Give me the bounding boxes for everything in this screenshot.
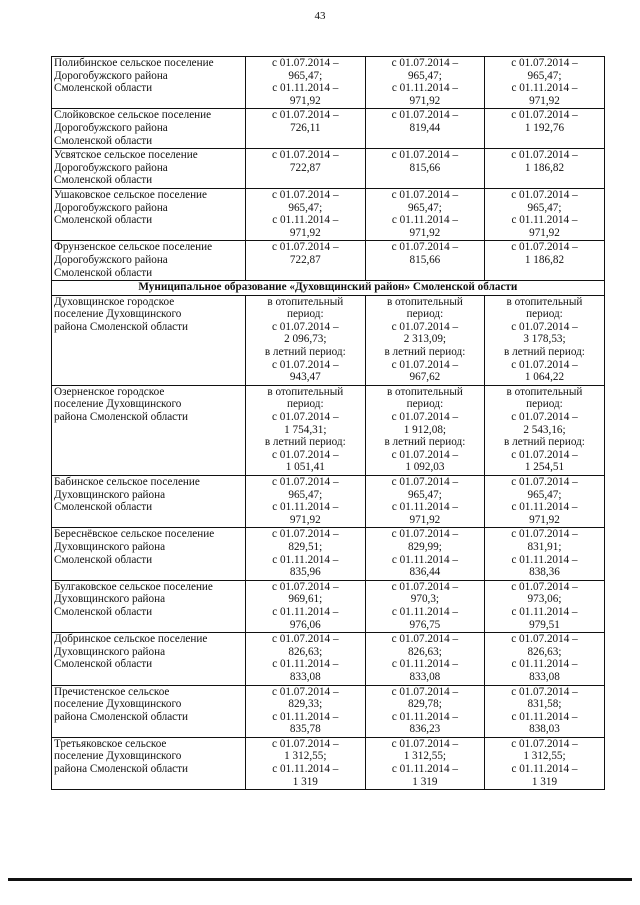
tariff-line: 965,47; xyxy=(527,69,562,82)
table-row xyxy=(52,528,605,580)
tariff-line: в отопительный xyxy=(506,385,583,398)
settlement-name-line: Добринское сельское поселение xyxy=(54,633,208,646)
settlement-name-cell xyxy=(52,188,246,240)
table-row xyxy=(52,295,605,385)
tariff-line: с 01.11.2014 – xyxy=(511,710,578,723)
tariff-line: с 01.07.2014 – xyxy=(272,633,339,646)
tariff-line: с 01.07.2014 – xyxy=(511,241,578,254)
tariff-line: с 01.07.2014 – xyxy=(391,580,459,593)
tariff-cell-1 xyxy=(246,633,366,685)
tariff-line: с 01.11.2014 – xyxy=(272,658,339,671)
tariff-cell-2 xyxy=(365,241,485,281)
tariff-line: в летний период: xyxy=(504,346,585,359)
tariff-line: 833,08 xyxy=(529,670,560,683)
tariff-line: 971,92 xyxy=(409,513,441,526)
tariff-line: 826,63; xyxy=(527,645,562,658)
tariff-line: с 01.11.2014 – xyxy=(272,501,339,514)
tariff-line: с 01.07.2014 – xyxy=(511,448,578,461)
settlement-name-line: поселение Духовщинского xyxy=(54,398,182,411)
tariff-line: 965,47; xyxy=(527,488,562,501)
tariff-line: 3 178,53; xyxy=(523,333,566,346)
tariff-line: 971,92 xyxy=(529,226,560,239)
tariff-line: с 01.07.2014 – xyxy=(272,188,339,201)
tariff-line: 1 312,55; xyxy=(403,750,447,763)
tariff-line: 965,47; xyxy=(288,201,323,214)
tariff-cell-1 xyxy=(246,385,366,475)
settlement-name-line: Духовщинское городское xyxy=(54,295,175,308)
tariff-line: 835,78 xyxy=(289,723,321,736)
tariff-line: 2 543,16; xyxy=(523,423,566,436)
tariff-line: с 01.11.2014 – xyxy=(511,658,578,671)
tariff-line: с 01.11.2014 – xyxy=(272,214,339,227)
tariff-cell-3 xyxy=(485,685,605,737)
tariff-line: с 01.07.2014 – xyxy=(391,528,459,541)
settlement-name-line: Фрунзенское сельское поселение xyxy=(54,241,213,254)
tariff-line: с 01.07.2014 – xyxy=(391,57,459,69)
tariff-cell-1 xyxy=(246,737,366,789)
tariff-line: с 01.07.2014 – xyxy=(272,241,339,254)
tariff-line: 2 096,73; xyxy=(284,333,327,346)
tariff-line: 967,62 xyxy=(409,371,441,384)
tariff-line: с 01.07.2014 – xyxy=(272,476,339,488)
tariff-line: с 01.07.2014 – xyxy=(391,476,459,488)
tariff-cell-3 xyxy=(485,149,605,189)
table-row xyxy=(52,149,605,189)
tariff-line: 965,47; xyxy=(407,69,442,82)
tariff-cell-2 xyxy=(365,633,485,685)
tariff-line: с 01.07.2014 – xyxy=(272,149,339,162)
tariff-cell-3 xyxy=(485,109,605,149)
section-row xyxy=(52,281,605,296)
tariff-cell-1 xyxy=(246,685,366,737)
settlement-name-line: Смоленской области xyxy=(54,82,153,95)
tariff-line: с 01.07.2014 – xyxy=(391,241,459,254)
tariff-cell-1 xyxy=(246,109,366,149)
settlement-name-line: района Смоленской области xyxy=(54,320,189,333)
settlement-name-line: Слойковское сельское поселение xyxy=(54,109,212,122)
tariff-line: 829,51; xyxy=(288,540,323,553)
tariff-line: с 01.11.2014 – xyxy=(511,501,578,514)
tariff-line: с 01.07.2014 – xyxy=(511,149,578,162)
settlement-name-line: Дорогобужского района xyxy=(54,253,168,266)
tariff-line: с 01.07.2014 – xyxy=(511,320,578,333)
tariff-line: 726,11 xyxy=(290,121,321,134)
tariff-line: 970,3; xyxy=(410,593,440,606)
tariff-line: с 01.07.2014 – xyxy=(272,411,339,424)
tariff-line: 831,91; xyxy=(527,540,562,553)
settlement-name-cell xyxy=(52,476,246,528)
tariff-line: с 01.07.2014 – xyxy=(511,737,578,750)
settlement-name-cell xyxy=(52,685,246,737)
tariff-line: с 01.07.2014 – xyxy=(391,685,459,698)
settlement-name-line: Ушаковское сельское поселение xyxy=(54,188,208,201)
tariff-line: с 01.11.2014 – xyxy=(391,501,458,514)
tariff-line: с 01.07.2014 – xyxy=(511,685,578,698)
section-title: Муниципальное образование «Духовщинский район» Смоленской области xyxy=(52,281,605,296)
tariff-line: 838,36 xyxy=(529,566,560,579)
settlement-name-line: Береснёвское сельское поселение xyxy=(54,528,215,541)
tariff-line: с 01.11.2014 – xyxy=(272,553,339,566)
tariff-line: 969,61; xyxy=(288,593,323,606)
settlement-name-line: поселение Духовщинского xyxy=(54,308,182,321)
tariff-line: 976,75 xyxy=(409,618,441,631)
tariff-cell-3 xyxy=(485,57,605,109)
tariff-line: 833,08 xyxy=(409,670,441,683)
settlement-name-line: Полибинское сельское поселение xyxy=(54,57,214,69)
tariff-cell-3 xyxy=(485,241,605,281)
tariff-line: с 01.07.2014 – xyxy=(391,320,459,333)
settlement-name-line: Смоленской области xyxy=(54,214,153,227)
tariff-line: 1 051,41 xyxy=(285,461,325,474)
tariff-line: с 01.11.2014 – xyxy=(272,763,339,776)
settlement-name-line: Духовщинского района xyxy=(54,645,166,658)
tariff-line: 819,44 xyxy=(409,121,441,134)
settlement-name-cell xyxy=(52,241,246,281)
tariff-line: 965,47; xyxy=(288,488,323,501)
tariff-line: с 01.11.2014 – xyxy=(272,605,339,618)
settlement-name-line: Дорогобужского района xyxy=(54,161,168,174)
tariff-cell-2 xyxy=(365,737,485,789)
tariff-line: с 01.07.2014 – xyxy=(511,633,578,646)
tariff-line: 943,47 xyxy=(289,371,321,384)
tariff-line: 829,33; xyxy=(288,698,323,711)
tariff-line: с 01.07.2014 – xyxy=(391,448,459,461)
table-row xyxy=(52,241,605,281)
tariff-cell-2 xyxy=(365,295,485,385)
tariff-line: с 01.07.2014 – xyxy=(272,528,339,541)
tariff-line: 833,08 xyxy=(289,670,321,683)
tariff-line: 971,92 xyxy=(409,94,441,107)
tariff-line: 1 754,31; xyxy=(284,423,327,436)
tariff-line: в летний период: xyxy=(264,346,346,359)
tariff-cell-2 xyxy=(365,476,485,528)
tariff-line: 1 192,76 xyxy=(524,121,565,134)
settlement-name-line: Смоленской области xyxy=(54,553,153,566)
table-row xyxy=(52,476,605,528)
tariff-line: с 01.11.2014 – xyxy=(391,605,458,618)
tariff-line: с 01.11.2014 – xyxy=(511,553,578,566)
tariff-line: период: xyxy=(406,398,444,411)
tariff-line: 838,03 xyxy=(529,723,560,736)
tariff-cell-3 xyxy=(485,633,605,685)
tariff-cell-2 xyxy=(365,385,485,475)
tariff-line: в отопительный xyxy=(386,295,463,308)
tariff-cell-1 xyxy=(246,57,366,109)
tariff-line: 1 319 xyxy=(412,775,438,788)
settlement-name-line: поселение Духовщинского xyxy=(54,750,182,763)
tariff-line: 971,92 xyxy=(289,226,321,239)
settlement-name-line: Смоленской области xyxy=(54,266,153,279)
tariff-line: 829,99; xyxy=(407,540,442,553)
settlement-name-line: Пречистенское сельское xyxy=(54,685,170,698)
tariff-line: период: xyxy=(286,398,324,411)
tariff-line: 722,87 xyxy=(289,161,321,174)
tariff-line: 973,06; xyxy=(527,593,562,606)
tariff-line: 1 186,82 xyxy=(524,161,565,174)
tariff-line: с 01.07.2014 – xyxy=(391,188,459,201)
tariff-line: с 01.07.2014 – xyxy=(272,320,339,333)
settlement-name-line: Третьяковское сельское xyxy=(54,737,167,750)
tariff-line: с 01.07.2014 – xyxy=(391,737,459,750)
tariff-line: с 01.07.2014 – xyxy=(511,358,578,371)
tariff-line: в отопительный xyxy=(506,295,583,308)
tariff-line: с 01.07.2014 – xyxy=(511,580,578,593)
table-row xyxy=(52,685,605,737)
tariff-line: с 01.11.2014 – xyxy=(391,763,458,776)
tariff-cell-3 xyxy=(485,295,605,385)
tariff-cell-2 xyxy=(365,580,485,632)
tariff-line: в летний период: xyxy=(264,436,346,449)
settlement-name-cell xyxy=(52,385,246,475)
tariff-line: 829,78; xyxy=(407,698,442,711)
tariff-line: 722,87 xyxy=(289,253,321,266)
tariff-line: с 01.07.2014 – xyxy=(272,358,339,371)
tariff-line: с 01.07.2014 – xyxy=(272,448,339,461)
tariff-line: период: xyxy=(286,308,324,321)
tariff-cell-3 xyxy=(485,188,605,240)
table-section xyxy=(52,281,605,296)
tariff-cell-2 xyxy=(365,109,485,149)
tariff-cell-1 xyxy=(246,241,366,281)
tariff-line: с 01.07.2014 – xyxy=(511,411,578,424)
settlement-name-line: Булгаковское сельское поселение xyxy=(54,580,213,593)
tariff-line: с 01.11.2014 – xyxy=(511,605,578,618)
tariff-line: с 01.07.2014 – xyxy=(272,737,339,750)
tariff-cell-2 xyxy=(365,528,485,580)
tariff-cell-3 xyxy=(485,385,605,475)
tariff-line: 831,58; xyxy=(527,698,562,711)
tariff-line: период: xyxy=(406,308,444,321)
tariff-line: с 01.11.2014 – xyxy=(391,710,458,723)
tariff-line: в летний период: xyxy=(384,346,466,359)
tariff-table xyxy=(51,56,605,790)
settlement-name-line: района Смоленской области xyxy=(54,763,189,776)
tariff-line: 1 319 xyxy=(292,775,318,788)
settlement-name-line: Смоленской области xyxy=(54,174,153,187)
tariff-cell-1 xyxy=(246,528,366,580)
tariff-line: 836,44 xyxy=(409,566,441,579)
tariff-line: в отопительный xyxy=(267,385,344,398)
settlement-name-line: Дорогобужского района xyxy=(54,121,168,134)
settlement-name-line: Смоленской области xyxy=(54,501,153,514)
settlement-name-line: Дорогобужского района xyxy=(54,69,168,82)
tariff-cell-3 xyxy=(485,580,605,632)
tariff-line: с 01.11.2014 – xyxy=(511,763,578,776)
tariff-line: с 01.11.2014 – xyxy=(272,710,339,723)
tariff-line: с 01.07.2014 – xyxy=(511,528,578,541)
tariff-line: с 01.07.2014 – xyxy=(272,57,339,69)
tariff-line: 971,92 xyxy=(289,513,321,526)
settlement-name-cell xyxy=(52,737,246,789)
tariff-line: 2 313,09; xyxy=(403,333,447,346)
tariff-line: с 01.07.2014 – xyxy=(272,109,339,122)
tariff-line: 971,92 xyxy=(289,94,321,107)
tariff-line: 965,47; xyxy=(288,69,323,82)
tariff-line: 815,66 xyxy=(409,161,441,174)
tariff-line: с 01.11.2014 – xyxy=(511,82,578,95)
settlement-name-cell xyxy=(52,109,246,149)
settlement-name-line: Дорогобужского района xyxy=(54,201,168,214)
tariff-line: с 01.11.2014 – xyxy=(391,82,458,95)
tariff-line: 1 319 xyxy=(531,775,558,788)
table-row xyxy=(52,57,605,109)
tariff-line: 1 912,08; xyxy=(403,423,447,436)
tariff-line: 815,66 xyxy=(409,253,441,266)
settlement-name-line: Озерненское городское xyxy=(54,385,165,398)
tariff-cell-1 xyxy=(246,149,366,189)
table-row xyxy=(52,580,605,632)
settlement-name-cell xyxy=(52,633,246,685)
tariff-line: с 01.07.2014 – xyxy=(391,633,459,646)
tariff-cell-1 xyxy=(246,295,366,385)
tariff-line: с 01.07.2014 – xyxy=(511,188,578,201)
settlement-name-line: Смоленской области xyxy=(54,658,153,671)
table-body-dorogobuzh xyxy=(52,57,605,281)
settlement-name-line: Усвятское сельское поселение xyxy=(54,149,198,162)
settlement-name-line: Духовщинского района xyxy=(54,593,166,606)
settlement-name-line: района Смоленской области xyxy=(54,710,189,723)
settlement-name-line: Смоленской области xyxy=(54,134,153,147)
settlement-name-cell xyxy=(52,149,246,189)
settlement-name-line: Смоленской области xyxy=(54,605,153,618)
tariff-line: в летний период: xyxy=(504,436,585,449)
tariff-cell-1 xyxy=(246,476,366,528)
tariff-line: 971,92 xyxy=(529,94,560,107)
table-row xyxy=(52,385,605,475)
tariff-line: с 01.07.2014 – xyxy=(391,411,459,424)
tariff-line: 1 186,82 xyxy=(524,253,565,266)
settlement-name-cell xyxy=(52,528,246,580)
settlement-name-line: Духовщинского района xyxy=(54,540,166,553)
tariff-line: 979,51 xyxy=(529,618,560,631)
settlement-name-cell xyxy=(52,295,246,385)
tariff-cell-2 xyxy=(365,149,485,189)
footer-rule xyxy=(8,878,632,881)
tariff-line: 1 312,55; xyxy=(284,750,327,763)
tariff-line: в отопительный xyxy=(267,295,344,308)
tariff-line: с 01.11.2014 – xyxy=(511,214,578,227)
settlement-name-cell xyxy=(52,580,246,632)
tariff-line: с 01.11.2014 – xyxy=(391,658,458,671)
tariff-line: 826,63; xyxy=(407,645,442,658)
tariff-line: период: xyxy=(526,398,563,411)
tariff-line: с 01.07.2014 – xyxy=(272,685,339,698)
tariff-line: с 01.07.2014 – xyxy=(272,580,339,593)
tariff-cell-1 xyxy=(246,580,366,632)
tariff-cell-3 xyxy=(485,737,605,789)
tariff-cell-2 xyxy=(365,188,485,240)
tariff-line: 965,47; xyxy=(407,488,442,501)
tariff-line: с 01.07.2014 – xyxy=(391,358,459,371)
settlement-name-line: Бабинское сельское поселение xyxy=(54,476,200,488)
tariff-line: с 01.07.2014 – xyxy=(511,109,578,122)
settlement-name-line: района Смоленской области xyxy=(54,411,189,424)
tariff-line: с 01.11.2014 – xyxy=(272,82,339,95)
tariff-line: 1 254,51 xyxy=(524,461,565,474)
settlement-name-line: Духовщинского района xyxy=(54,488,166,501)
settlement-name-line: поселение Духовщинского xyxy=(54,698,182,711)
table-row xyxy=(52,188,605,240)
tariff-line: 976,06 xyxy=(289,618,321,631)
tariff-line: 965,47; xyxy=(407,201,442,214)
tariff-line: 1 064,22 xyxy=(524,371,565,384)
tariff-line: с 01.07.2014 – xyxy=(391,149,459,162)
tariff-line: с 01.07.2014 – xyxy=(511,57,578,69)
tariff-line: 826,63; xyxy=(288,645,323,658)
tariff-cell-1 xyxy=(246,188,366,240)
tariff-cell-3 xyxy=(485,528,605,580)
tariff-line: с 01.07.2014 – xyxy=(391,109,459,122)
tariff-cell-2 xyxy=(365,57,485,109)
tariff-cell-2 xyxy=(365,685,485,737)
tariff-line: 1 092,03 xyxy=(405,461,445,474)
tariff-line: 836,23 xyxy=(409,723,441,736)
table-body-dukhovshchina xyxy=(52,295,605,790)
tariff-cell-3 xyxy=(485,476,605,528)
tariff-line: 1 312,55; xyxy=(523,750,566,763)
tariff-line: 971,92 xyxy=(409,226,441,239)
settlement-name-cell xyxy=(52,57,246,109)
page-number: 43 xyxy=(314,10,326,22)
tariff-line: в отопительный xyxy=(386,385,463,398)
tariff-line: 971,92 xyxy=(529,513,560,526)
table-row xyxy=(52,633,605,685)
tariff-line: период: xyxy=(526,308,563,321)
tariff-line: с 01.11.2014 – xyxy=(391,553,458,566)
table-row xyxy=(52,109,605,149)
tariff-line: 965,47; xyxy=(527,201,562,214)
tariff-line: с 01.07.2014 – xyxy=(511,476,578,488)
table-row xyxy=(52,737,605,789)
tariff-line: с 01.11.2014 – xyxy=(391,214,458,227)
tariff-line: в летний период: xyxy=(384,436,466,449)
tariff-line: 835,96 xyxy=(289,566,321,579)
